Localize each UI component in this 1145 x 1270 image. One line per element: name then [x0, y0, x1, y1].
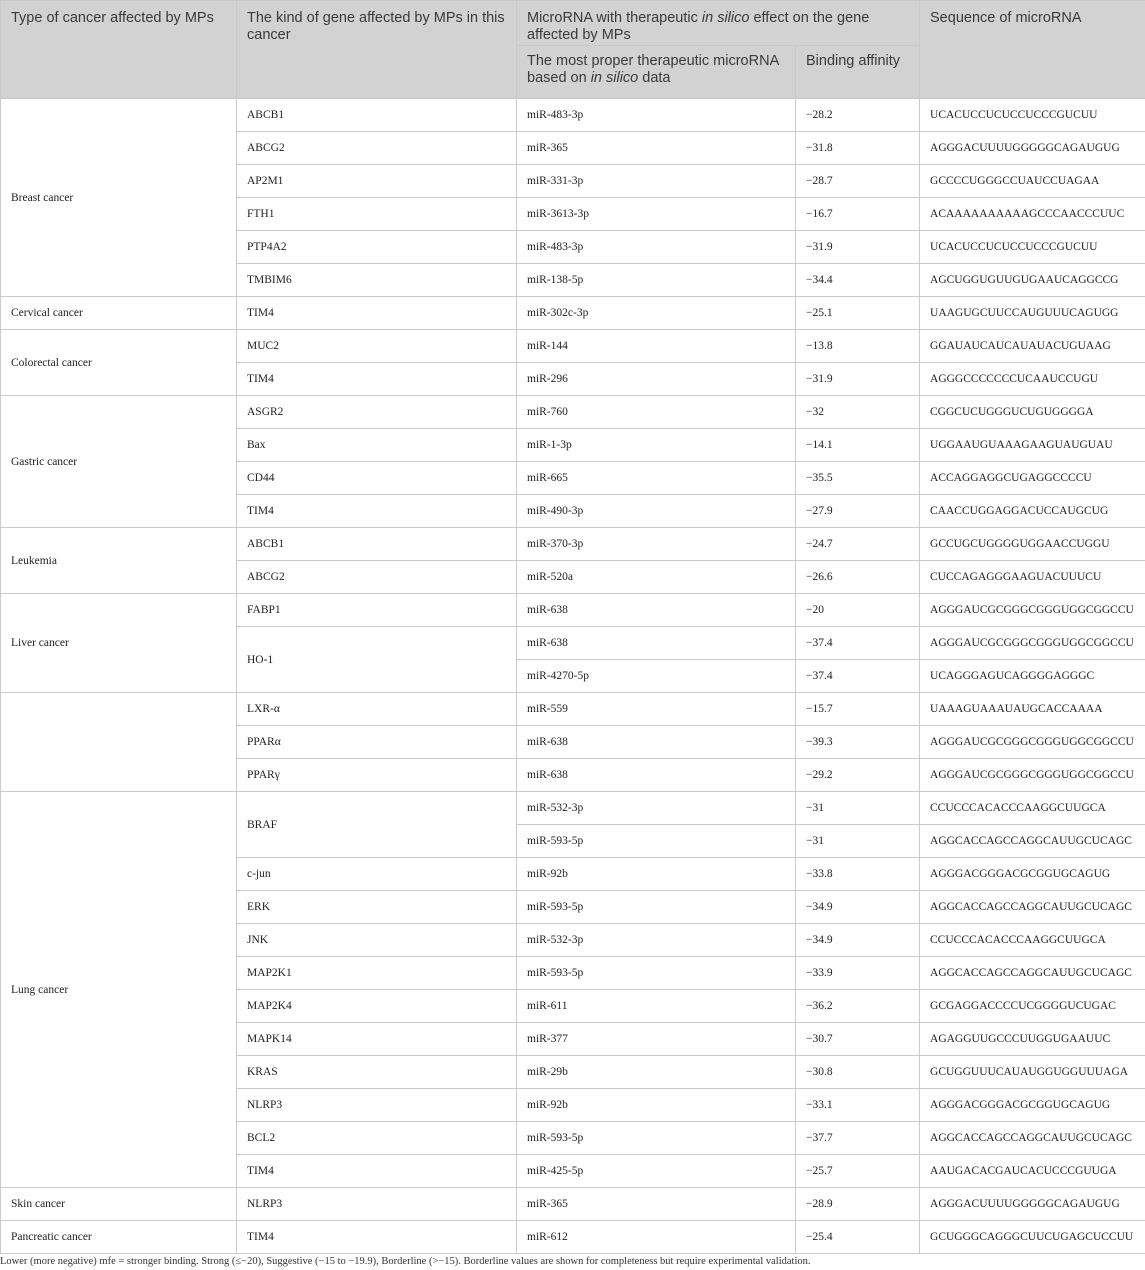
sequence-cell: GCUGGGCAGGGCUUCUGAGCUCCUU — [920, 1221, 1145, 1254]
table-row — [1, 594, 1145, 627]
sequence-cell: GCCCCUGGGCCUAUCCUAGAA — [920, 165, 1145, 198]
table-row — [1, 1188, 1145, 1221]
table-row — [1, 99, 1145, 132]
sequence-cell: AGCUGGUGUUGUGAAUCAGGCCG — [920, 264, 1145, 297]
sequence-cell: UCACUCCUCUCCUCCCGUCUU — [920, 231, 1145, 264]
microrna-cell: miR-760 — [517, 396, 796, 429]
sequence-cell: GGAUAUCAUCAUAUACUGUAAG — [920, 330, 1145, 363]
gene-cell: ASGR2 — [237, 396, 517, 429]
binding-affinity-cell: −29.2 — [796, 759, 920, 792]
binding-affinity-cell: −20 — [796, 594, 920, 627]
microrna-cell: miR-593-5p — [517, 891, 796, 924]
microrna-cell: miR-370-3p — [517, 528, 796, 561]
header-microrna-group-pre: MicroRNA with therapeutic — [527, 10, 702, 26]
microrna-cell: miR-490-3p — [517, 495, 796, 528]
sequence-cell: AGGGAUCGCGGGCGGGUGGCGGCCU — [920, 594, 1145, 627]
gene-cell: TMBIM6 — [237, 264, 517, 297]
microrna-cell: miR-593-5p — [517, 957, 796, 990]
binding-affinity-cell: −35.5 — [796, 462, 920, 495]
gene-cell: c-jun — [237, 858, 517, 891]
gene-cell: CD44 — [237, 462, 517, 495]
sequence-cell: AGGGCCCCCCCUCAAUCCUGU — [920, 363, 1145, 396]
sequence-cell: AGGCACCAGCCAGGCAUUGCUCAGC — [920, 891, 1145, 924]
cancer-type-cell: Skin cancer — [1, 1188, 237, 1221]
microrna-cell: miR-638 — [517, 627, 796, 660]
microrna-cell: miR-1-3p — [517, 429, 796, 462]
cancer-type-cell: Colorectal cancer — [1, 330, 237, 396]
binding-affinity-cell: −28.7 — [796, 165, 920, 198]
microrna-cell: miR-612 — [517, 1221, 796, 1254]
table-row — [1, 396, 1145, 429]
header-gene: The kind of gene affected by MPs in this cancer — [237, 1, 517, 99]
gene-cell: PPARα — [237, 726, 517, 759]
sequence-cell: CCUCCCACACCCAAGGCUUGCA — [920, 792, 1145, 825]
binding-affinity-cell: −16.7 — [796, 198, 920, 231]
binding-affinity-cell: −30.8 — [796, 1056, 920, 1089]
gene-cell: PPARγ — [237, 759, 517, 792]
gene-cell: TIM4 — [237, 297, 517, 330]
binding-affinity-cell: −34.9 — [796, 891, 920, 924]
gene-cell: TIM4 — [237, 495, 517, 528]
table-row — [1, 330, 1145, 363]
sequence-cell: AGGGAUCGCGGGCGGGUGGCGGCCU — [920, 726, 1145, 759]
header-microrna-group-post: effect on the gene affected by MPs — [527, 10, 870, 43]
binding-affinity-cell: −32 — [796, 396, 920, 429]
sequence-cell: GCCUGCUGGGGUGGAACCUGGU — [920, 528, 1145, 561]
table-footnote: Lower (more negative) mfe = stronger binding. Strong (≤−20), Suggestive (−15 to −19.9), Borderline (>−15). Borderline values are shown for completeness but require experimental validation. — [0, 1256, 811, 1267]
cancer-type-cell: Lung cancer — [1, 792, 237, 1188]
microrna-cell: miR-532-3p — [517, 792, 796, 825]
header-binding: Binding affinity — [796, 46, 920, 99]
binding-affinity-cell: −24.7 — [796, 528, 920, 561]
gene-cell: BRAF — [237, 792, 517, 858]
gene-cell: NLRP3 — [237, 1188, 517, 1221]
sequence-cell: AGGCACCAGCCAGGCAUUGCUCAGC — [920, 1122, 1145, 1155]
cancer-type-cell: Cervical cancer — [1, 297, 237, 330]
gene-cell: ABCB1 — [237, 528, 517, 561]
sequence-cell: CUCCAGAGGGAAGUACUUUCU — [920, 561, 1145, 594]
gene-cell: BCL2 — [237, 1122, 517, 1155]
binding-affinity-cell: −25.1 — [796, 297, 920, 330]
sequence-cell: UAAGUGCUUCCAUGUUUCAGUGG — [920, 297, 1145, 330]
binding-affinity-cell: −34.4 — [796, 264, 920, 297]
gene-cell: TIM4 — [237, 363, 517, 396]
microrna-cell: miR-138-5p — [517, 264, 796, 297]
binding-affinity-cell: −33.8 — [796, 858, 920, 891]
sequence-cell: AGGGAUCGCGGGCGGGUGGCGGCCU — [920, 627, 1145, 660]
microrna-cell: miR-532-3p — [517, 924, 796, 957]
sequence-cell: AGGGACGGGACGCGGUGCAGUG — [920, 858, 1145, 891]
header-microrna-group — [517, 1, 920, 46]
sequence-cell: ACAAAAAAAAAAGCCCAACCCUUC — [920, 198, 1145, 231]
binding-affinity-cell: −39.3 — [796, 726, 920, 759]
microrna-cell: miR-3613-3p — [517, 198, 796, 231]
microrna-cell: miR-638 — [517, 726, 796, 759]
gene-cell: PTP4A2 — [237, 231, 517, 264]
sequence-cell: UGGAAUGUAAAGAAGUAUGUAU — [920, 429, 1145, 462]
table-row — [1, 1221, 1145, 1254]
microrna-cell: miR-331-3p — [517, 165, 796, 198]
header-microrna-group-em: in silico — [701, 10, 750, 26]
sequence-cell: CCUCCCACACCCAAGGCUUGCA — [920, 924, 1145, 957]
gene-cell: MAPK14 — [237, 1023, 517, 1056]
microrna-cell: miR-144 — [517, 330, 796, 363]
sequence-cell: AGGGACGGGACGCGGUGCAGUG — [920, 1089, 1145, 1122]
binding-affinity-cell: −28.9 — [796, 1188, 920, 1221]
microrna-cell: miR-92b — [517, 1089, 796, 1122]
binding-affinity-cell: −14.1 — [796, 429, 920, 462]
gene-cell: TIM4 — [237, 1221, 517, 1254]
microrna-cell: miR-593-5p — [517, 1122, 796, 1155]
gene-cell: ABCG2 — [237, 561, 517, 594]
sequence-cell: CGGCUCUGGGUCUGUGGGGA — [920, 396, 1145, 429]
binding-affinity-cell: −36.2 — [796, 990, 920, 1023]
sequence-cell: AGGGACUUUUGGGGGCAGAUGUG — [920, 132, 1145, 165]
sequence-cell: UCAGGGAGUCAGGGGAGGGC — [920, 660, 1145, 693]
binding-affinity-cell: −13.8 — [796, 330, 920, 363]
microrna-cell: miR-483-3p — [517, 231, 796, 264]
binding-affinity-cell: −27.9 — [796, 495, 920, 528]
sequence-cell: CAACCUGGAGGACUCCAUGCUG — [920, 495, 1145, 528]
cancer-type-cell — [1, 693, 237, 792]
cancer-type-cell: Breast cancer — [1, 99, 237, 297]
table-row — [1, 693, 1145, 726]
binding-affinity-cell: −25.7 — [796, 1155, 920, 1188]
microrna-cell: miR-29b — [517, 1056, 796, 1089]
microrna-cell: miR-4270-5p — [517, 660, 796, 693]
gene-cell: JNK — [237, 924, 517, 957]
sequence-cell: UAAAGUAAAUAUGCACCAAAA — [920, 693, 1145, 726]
binding-affinity-cell: −26.6 — [796, 561, 920, 594]
binding-affinity-cell: −31.9 — [796, 363, 920, 396]
gene-cell: MAP2K1 — [237, 957, 517, 990]
binding-affinity-cell: −33.1 — [796, 1089, 920, 1122]
gene-cell: HO-1 — [237, 627, 517, 693]
sequence-cell: AGGCACCAGCCAGGCAUUGCUCAGC — [920, 957, 1145, 990]
cancer-type-cell: Leukemia — [1, 528, 237, 594]
header-microrna-em: in silico — [590, 70, 639, 86]
binding-affinity-cell: −37.7 — [796, 1122, 920, 1155]
gene-cell: KRAS — [237, 1056, 517, 1089]
binding-affinity-cell: −33.9 — [796, 957, 920, 990]
sequence-cell: GCGAGGACCCCUCGGGGUCUGAC — [920, 990, 1145, 1023]
microrna-cell: miR-611 — [517, 990, 796, 1023]
sequence-cell: AGGGACUUUUGGGGGCAGAUGUG — [920, 1188, 1145, 1221]
sequence-cell: AGAGGUUGCCCUUGGUGAAUUC — [920, 1023, 1145, 1056]
cancer-type-cell: Pancreatic cancer — [1, 1221, 237, 1254]
cancer-type-cell: Liver cancer — [1, 594, 237, 693]
binding-affinity-cell: −31 — [796, 792, 920, 825]
microrna-cell: miR-365 — [517, 1188, 796, 1221]
sequence-cell: AGGGAUCGCGGGCGGGUGGCGGCCU — [920, 759, 1145, 792]
cancer-type-cell: Gastric cancer — [1, 396, 237, 528]
microrna-cell: miR-365 — [517, 132, 796, 165]
sequence-cell: UCACUCCUCUCCUCCCGUCUU — [920, 99, 1145, 132]
sequence-cell: AAUGACACGAUCACUCCCGUUGA — [920, 1155, 1145, 1188]
binding-affinity-cell: −25.4 — [796, 1221, 920, 1254]
gene-cell: TIM4 — [237, 1155, 517, 1188]
microrna-cell: miR-520a — [517, 561, 796, 594]
table-row — [1, 528, 1145, 561]
header-microrna-post: data — [638, 70, 671, 86]
table-body — [1, 99, 1145, 1254]
microrna-cell: miR-92b — [517, 858, 796, 891]
header-microrna-pre: The most proper therapeutic microRNA based on — [527, 53, 779, 86]
binding-affinity-cell: −28.2 — [796, 99, 920, 132]
table-row — [1, 792, 1145, 825]
binding-affinity-cell: −31 — [796, 825, 920, 858]
gene-cell: ERK — [237, 891, 517, 924]
gene-cell: ABCG2 — [237, 132, 517, 165]
gene-cell: MUC2 — [237, 330, 517, 363]
binding-affinity-cell: −37.4 — [796, 660, 920, 693]
gene-cell: NLRP3 — [237, 1089, 517, 1122]
sequence-cell: AGGCACCAGCCAGGCAUUGCUCAGC — [920, 825, 1145, 858]
binding-affinity-cell: −31.9 — [796, 231, 920, 264]
gene-cell: ABCB1 — [237, 99, 517, 132]
sequence-cell: GCUGGUUUCAUAUGGUGGUUUAGA — [920, 1056, 1145, 1089]
header-sequence: Sequence of microRNA — [920, 1, 1145, 99]
gene-cell: AP2M1 — [237, 165, 517, 198]
microrna-cell: miR-559 — [517, 693, 796, 726]
binding-affinity-cell: −15.7 — [796, 693, 920, 726]
microrna-cell: miR-296 — [517, 363, 796, 396]
microrna-cell: miR-593-5p — [517, 825, 796, 858]
microrna-cell: miR-665 — [517, 462, 796, 495]
gene-cell: FABP1 — [237, 594, 517, 627]
sequence-cell: ACCAGGAGGCUGAGGCCCCU — [920, 462, 1145, 495]
binding-affinity-cell: −37.4 — [796, 627, 920, 660]
gene-cell: MAP2K4 — [237, 990, 517, 1023]
table-row — [1, 297, 1145, 330]
gene-cell: LXR-α — [237, 693, 517, 726]
microrna-cell: miR-425-5p — [517, 1155, 796, 1188]
microrna-cell: miR-638 — [517, 759, 796, 792]
gene-cell: FTH1 — [237, 198, 517, 231]
microrna-cell: miR-302c-3p — [517, 297, 796, 330]
microrna-cell: miR-638 — [517, 594, 796, 627]
binding-affinity-cell: −31.8 — [796, 132, 920, 165]
gene-cell: Bax — [237, 429, 517, 462]
binding-affinity-cell: −34.9 — [796, 924, 920, 957]
header-microrna — [517, 46, 796, 99]
header-cancer-type: Type of cancer affected by MPs — [1, 1, 237, 99]
microrna-cell: miR-377 — [517, 1023, 796, 1056]
microrna-cell: miR-483-3p — [517, 99, 796, 132]
binding-affinity-cell: −30.7 — [796, 1023, 920, 1056]
